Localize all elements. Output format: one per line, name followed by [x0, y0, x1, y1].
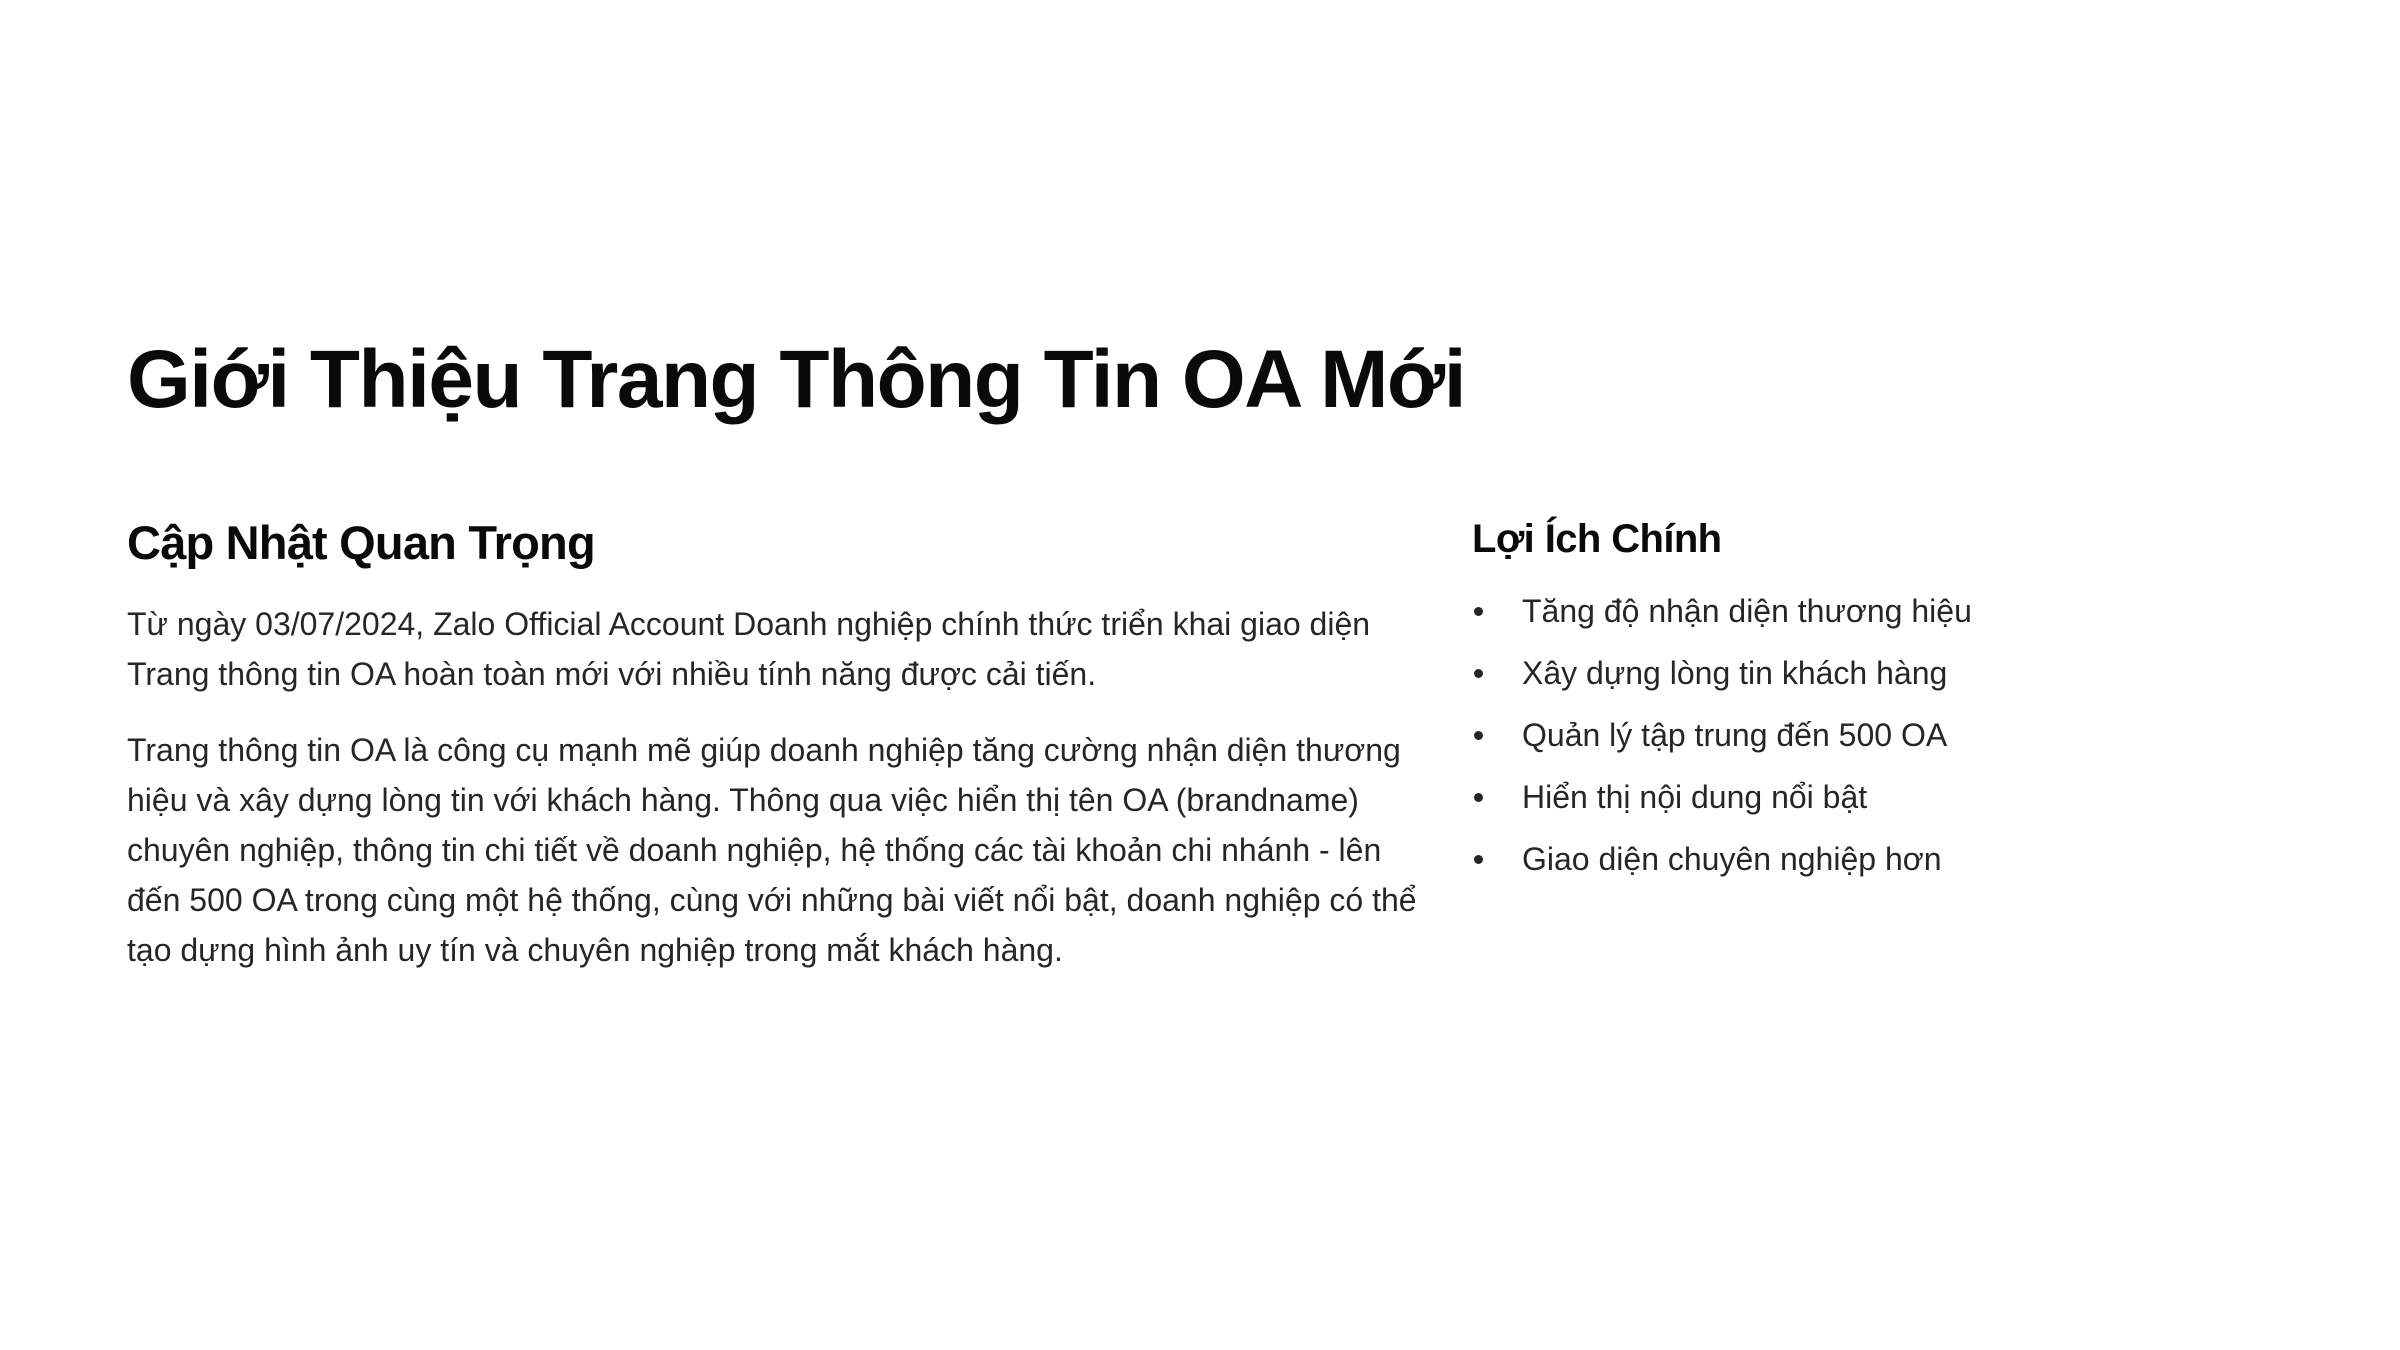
benefit-label: Xây dựng lòng tin khách hàng: [1522, 655, 1948, 691]
bullet-icon: [1474, 669, 1483, 678]
benefit-item: [1472, 653, 2232, 693]
benefit-label: Tăng độ nhận diện thương hiệu: [1522, 593, 1972, 629]
benefit-label: Quản lý tập trung đến 500 OA: [1522, 717, 1948, 753]
benefits-list: [1472, 591, 2232, 879]
intro-paragraph: Từ ngày 03/07/2024, Zalo Official Account Doanh nghiệp chính thức triển khai giao diện Trang thông tin OA hoàn toàn mới với nhiều tính năng được cải tiến.: [127, 606, 1371, 693]
bullet-icon: [1474, 731, 1483, 740]
benefits-heading: Lợi Ích Chính: [1472, 517, 1722, 561]
benefit-label: Giao diện chuyên nghiệp hơn: [1522, 841, 1942, 877]
benefit-item: [1472, 777, 2232, 817]
benefit-label: Hiển thị nội dung nổi bật: [1522, 779, 1868, 815]
bullet-icon: [1474, 855, 1483, 864]
update-section-heading: Cập Nhật Quan Trọng: [127, 516, 595, 569]
benefit-item: [1472, 839, 2232, 879]
bullet-icon: [1474, 607, 1483, 616]
bullet-icon: [1474, 793, 1483, 802]
update-section: [127, 515, 1417, 1001]
benefit-item: [1472, 715, 2232, 755]
page-title: Giới Thiệu Trang Thông Tin OA Mới: [127, 334, 1466, 425]
description-paragraph: Trang thông tin OA là công cụ mạnh mẽ giúp doanh nghiệp tăng cường nhận diện thương hiệu và xây dựng lòng tin với khách hàng. Thông qua việc hiển thị tên OA (brandname) chuyên nghiệp, thông tin chi tiết về doanh nghiệp, hệ thống các tài khoản chi nhánh - lên đến 500 OA trong cùng một hệ thống, cùng với những bài viết nổi bật, doanh nghiệp có thể tạo dựng hình ảnh uy tín và chuyên nghiệp trong mắt khách hàng.: [127, 732, 1417, 969]
benefits-section: [1472, 515, 2232, 901]
benefit-item: [1472, 591, 2232, 631]
